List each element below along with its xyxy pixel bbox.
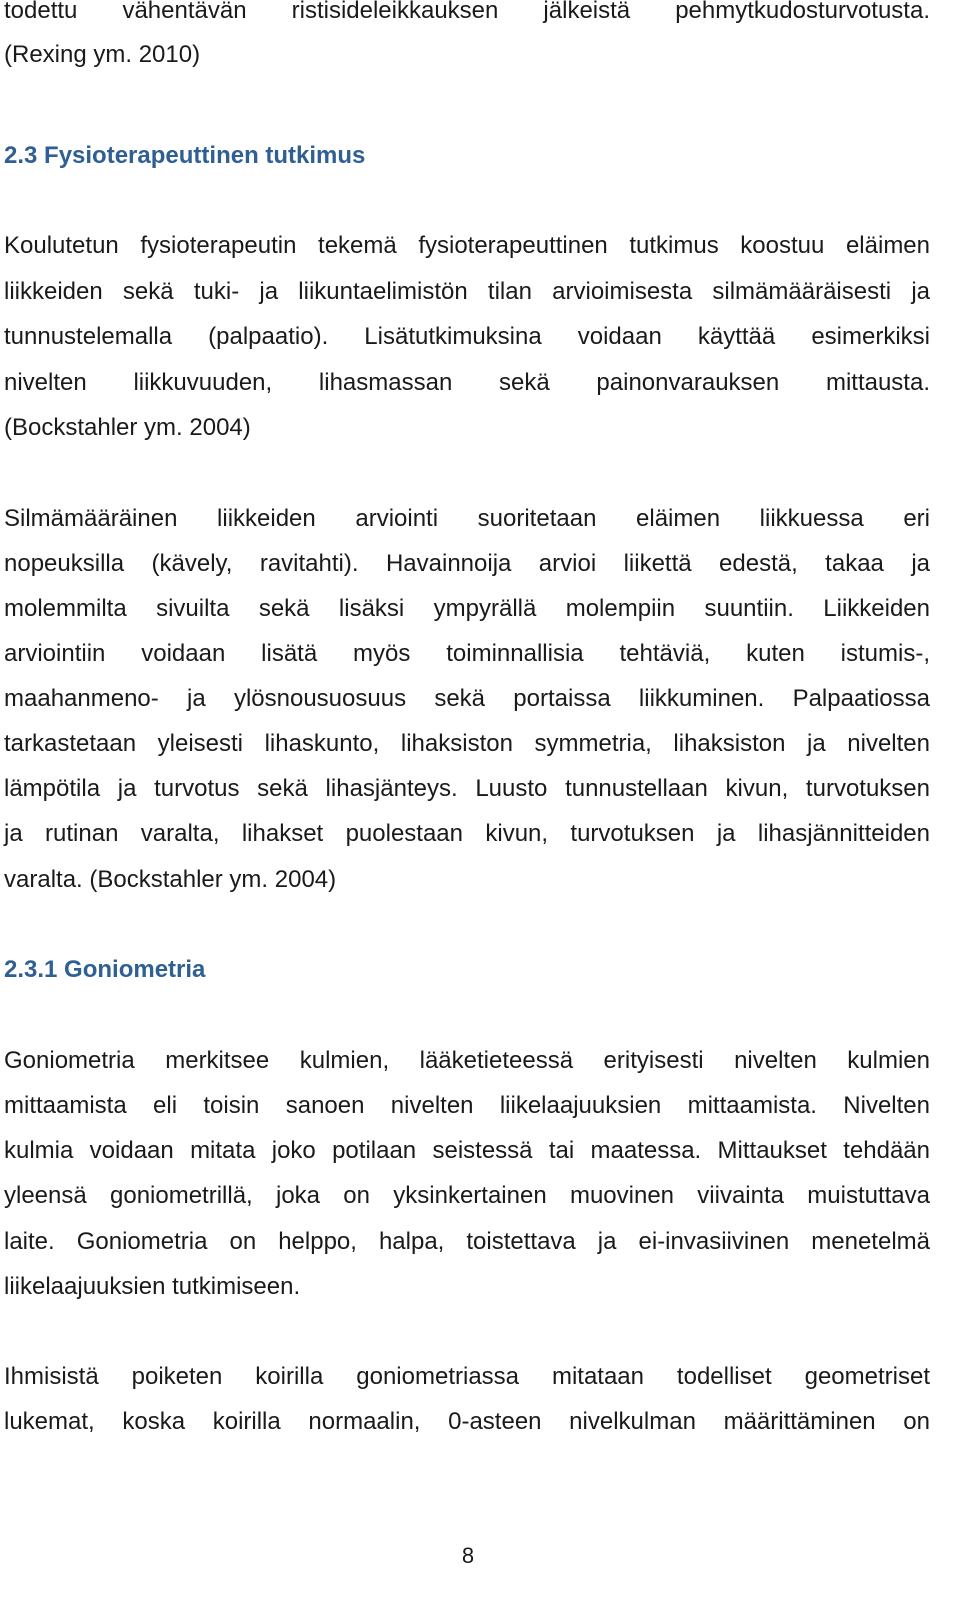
body-text-line: lämpötila ja turvotus sekä lihasjänteys. Luusto tunnustellaan kivun, turvotuksen (4, 775, 930, 802)
body-text-line: yleensä goniometrillä, joka on yksinkertainen muovinen viivainta muistuttava (4, 1182, 930, 1209)
body-text-line: (Rexing ym. 2010) (4, 41, 201, 68)
body-text-line: nopeuksilla (kävely, ravitahti). Havainnoija arvioi liikettä edestä, takaa ja (4, 550, 930, 577)
body-text-line: nivelten liikkuvuuden, lihasmassan sekä painonvarauksen mittausta. (4, 369, 930, 396)
body-text-line: ja rutinan varalta, lihakset puolestaan kivun, turvotuksen ja lihasjännitteiden (4, 820, 930, 847)
body-text-line: molemmilta sivuilta sekä lisäksi ympyrällä molempiin suuntiin. Liikkeiden (4, 595, 930, 622)
section-heading: 2.3 Fysioterapeuttinen tutkimus (4, 142, 366, 169)
body-text-line: varalta. (Bockstahler ym. 2004) (4, 866, 337, 893)
body-text-line: tunnustelemalla (palpaatio). Lisätutkimuksina voidaan käyttää esimerkiksi (4, 323, 930, 350)
body-text-line: mittaamista eli toisin sanoen nivelten liikelaajuuksien mittaamista. Nivelten (4, 1092, 930, 1119)
body-text-line: tarkastetaan yleisesti lihaskunto, lihaksiston symmetria, lihaksiston ja nivelten (4, 730, 930, 757)
page-number: 8 (461, 1543, 475, 1568)
body-text-line: laite. Goniometria on helppo, halpa, toistettava ja ei-invasiivinen menetelmä (4, 1228, 930, 1255)
body-text-line: arviointiin voidaan lisätä myös toiminnallisia tehtäviä, kuten istumis-, (4, 640, 930, 667)
body-text-line: liikelaajuuksien tutkimiseen. (4, 1273, 301, 1300)
body-text-line: Koulutetun fysioterapeutin tekemä fysioterapeuttinen tutkimus koostuu eläimen (4, 232, 930, 259)
body-text-line: (Bockstahler ym. 2004) (4, 414, 251, 441)
body-text-line: todettu vähentävän ristisideleikkauksen jälkeistä pehmytkudosturvotusta. (4, 0, 930, 24)
body-text-line: maahanmeno- ja ylösnousuosuus sekä portaissa liikkuminen. Palpaatiossa (4, 685, 930, 712)
body-text-line: Goniometria merkitsee kulmien, lääketieteessä erityisesti nivelten kulmien (4, 1047, 930, 1074)
body-text-line: Ihmisistä poiketen koirilla goniometriassa mitataan todelliset geometriset (4, 1363, 930, 1390)
body-text-line: lukemat, koska koirilla normaalin, 0-asteen nivelkulman määrittäminen on (4, 1408, 930, 1435)
subsection-heading: 2.3.1 Goniometria (4, 956, 206, 983)
body-text-line: kulmia voidaan mitata joko potilaan seistessä tai maatessa. Mittaukset tehdään (4, 1137, 930, 1164)
body-text-line: liikkeiden sekä tuki- ja liikuntaelimistön tilan arvioimisesta silmämääräisesti ja (4, 278, 930, 305)
body-text-line: Silmämääräinen liikkeiden arviointi suoritetaan eläimen liikkuessa eri (4, 505, 930, 532)
